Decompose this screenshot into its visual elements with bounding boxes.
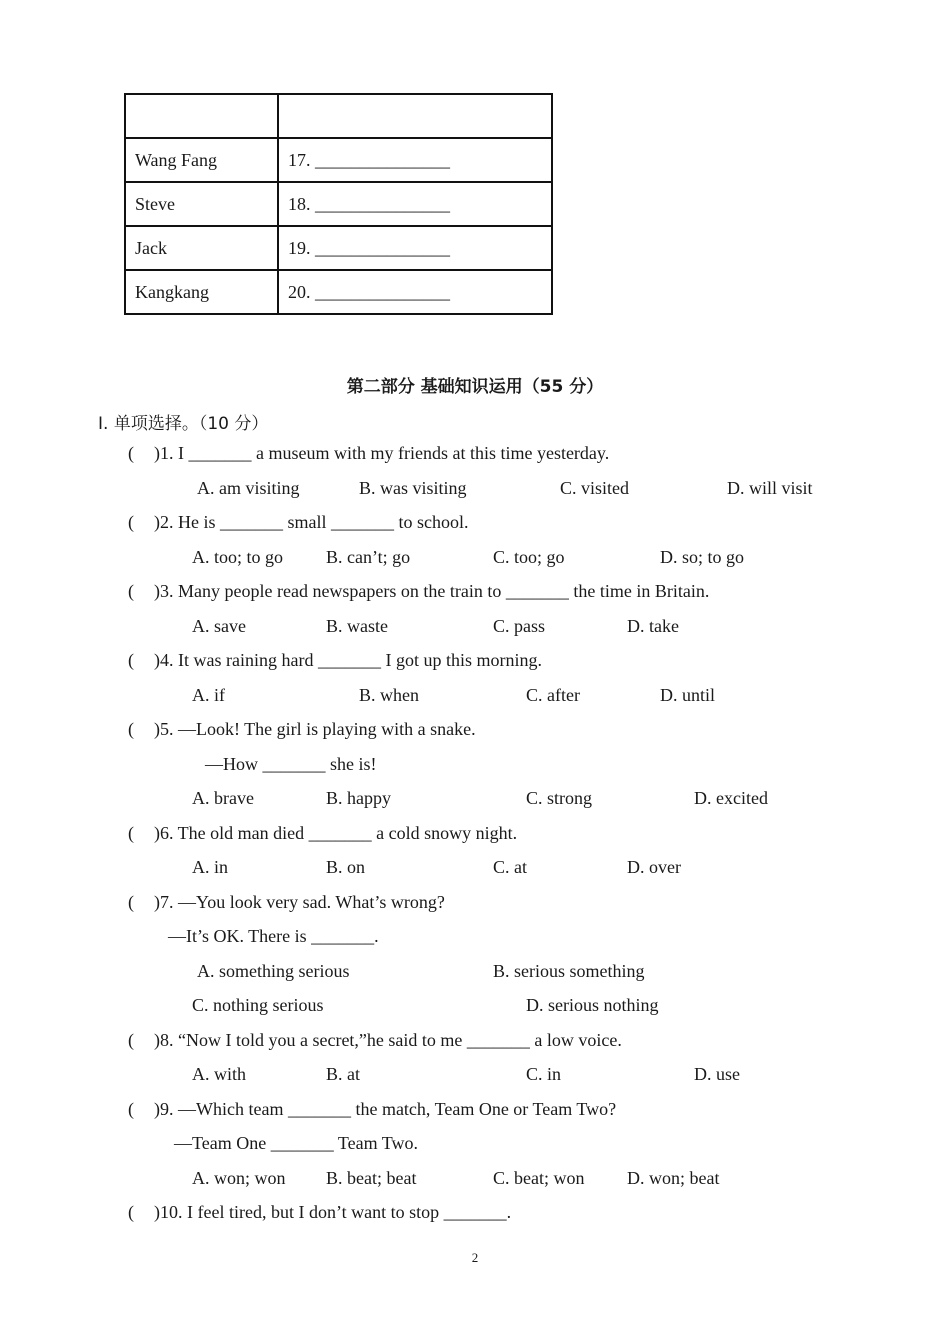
answer-paren[interactable]: ( xyxy=(128,1030,134,1050)
answer-paren[interactable]: ( xyxy=(128,1099,134,1119)
option-c: C. strong xyxy=(526,788,593,808)
option-b: B. was visiting xyxy=(359,478,467,498)
option-c: C. visited xyxy=(560,478,630,498)
question-stem-reply: —Team One _______ Team Two. xyxy=(174,1133,419,1153)
option-a: A. if xyxy=(192,685,225,705)
option-d: D. over xyxy=(627,857,681,877)
table-cell-answer[interactable]: 19. _______________ xyxy=(278,226,552,270)
option-b: B. happy xyxy=(326,788,391,808)
answer-paren[interactable]: ( xyxy=(128,1202,134,1222)
option-b: B. beat; beat xyxy=(326,1168,417,1188)
option-d: D. serious nothing xyxy=(526,995,659,1015)
table-cell-name: Steve xyxy=(125,182,278,226)
answer-paren[interactable]: ( xyxy=(128,512,134,532)
question-stem: )10. I feel tired, but I don’t want to stop _______. xyxy=(154,1202,512,1222)
table-cell-name: Jack xyxy=(125,226,278,270)
question-stem: )9. —Which team _______ the match, Team One or Team Two? xyxy=(154,1099,617,1119)
table-cell xyxy=(125,94,278,138)
question-stem-reply: —How _______ she is! xyxy=(205,754,377,774)
answer-table xyxy=(124,93,553,315)
table-row xyxy=(125,226,552,270)
option-a: A. something serious xyxy=(197,961,350,981)
question-stem: )4. It was raining hard _______ I got up this morning. xyxy=(154,650,542,670)
page-number: 2 xyxy=(471,1250,479,1265)
option-c: C. pass xyxy=(493,616,546,636)
answer-paren[interactable]: ( xyxy=(128,719,134,739)
answer-paren[interactable]: ( xyxy=(128,892,134,912)
table-cell-name: Kangkang xyxy=(125,270,278,314)
option-a: A. in xyxy=(192,857,228,877)
option-b: B. waste xyxy=(326,616,388,636)
option-a: A. brave xyxy=(192,788,254,808)
section-subtitle: Ⅰ. 单项选择。（10 分） xyxy=(98,414,269,434)
question-stem: )3. Many people read newspapers on the train to _______ the time in Britain. xyxy=(154,581,710,601)
option-b: B. at xyxy=(326,1064,360,1084)
table-row xyxy=(125,138,552,182)
option-d: D. will visit xyxy=(727,478,813,498)
question-stem: )8. “Now I told you a secret,”he said to me _______ a low voice. xyxy=(154,1030,622,1050)
option-b: B. can’t; go xyxy=(326,547,411,567)
table-row xyxy=(125,94,552,138)
question-stem: )6. The old man died _______ a cold snowy night. xyxy=(154,823,518,843)
question-stem: )2. He is _______ small _______ to school. xyxy=(154,512,469,532)
table-cell-answer[interactable]: 18. _______________ xyxy=(278,182,552,226)
table-cell-answer[interactable]: 17. _______________ xyxy=(278,138,552,182)
option-b: B. when xyxy=(359,685,419,705)
option-b: B. serious something xyxy=(493,961,645,981)
option-a: A. too; to go xyxy=(192,547,284,567)
option-d: D. won; beat xyxy=(627,1168,720,1188)
table-row xyxy=(125,182,552,226)
question-stem: )7. —You look very sad. What’s wrong? xyxy=(154,892,445,912)
table-cell xyxy=(278,94,552,138)
option-a: A. save xyxy=(192,616,246,636)
table-row xyxy=(125,270,552,314)
table-cell-name: Wang Fang xyxy=(125,138,278,182)
table-cell-answer[interactable]: 20. _______________ xyxy=(278,270,552,314)
question-stem-reply: —It’s OK. There is _______. xyxy=(168,926,379,946)
answer-paren[interactable]: ( xyxy=(128,581,134,601)
answer-paren[interactable]: ( xyxy=(128,443,134,463)
option-d: D. until xyxy=(660,685,716,705)
option-d: D. excited xyxy=(694,788,768,808)
section-title: 第二部分 基础知识运用（55 分） xyxy=(346,377,604,397)
option-d: D. use xyxy=(694,1064,740,1084)
answer-paren[interactable]: ( xyxy=(128,823,134,843)
option-c: C. beat; won xyxy=(493,1168,585,1188)
question-stem: )1. I _______ a museum with my friends at this time yesterday. xyxy=(154,443,610,463)
option-c: C. after xyxy=(526,685,580,705)
option-d: D. take xyxy=(627,616,679,636)
option-c: C. nothing serious xyxy=(192,995,324,1015)
option-c: C. in xyxy=(526,1064,562,1084)
option-a: A. with xyxy=(192,1064,246,1084)
option-c: C. too; go xyxy=(493,547,565,567)
option-c: C. at xyxy=(493,857,527,877)
option-a: A. won; won xyxy=(192,1168,286,1188)
option-b: B. on xyxy=(326,857,366,877)
option-a: A. am visiting xyxy=(197,478,300,498)
option-d: D. so; to go xyxy=(660,547,745,567)
question-stem: )5. —Look! The girl is playing with a snake. xyxy=(154,719,476,739)
answer-paren[interactable]: ( xyxy=(128,650,134,670)
